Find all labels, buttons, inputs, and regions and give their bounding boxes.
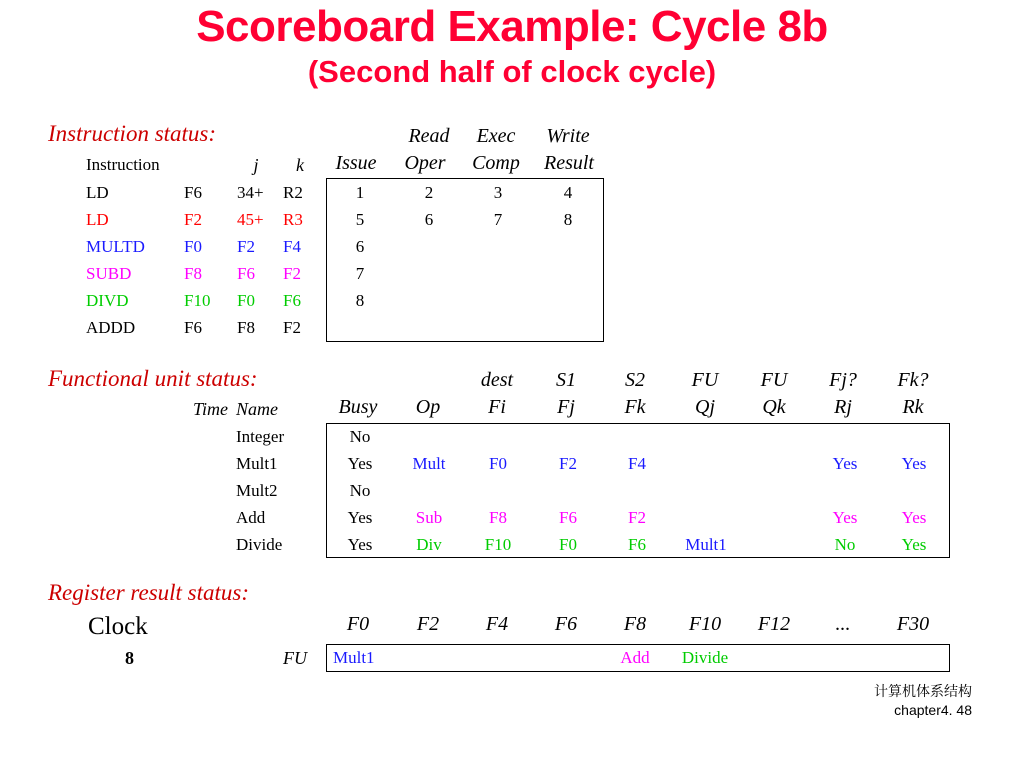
fu-header-time: Time (192, 399, 228, 419)
fu-row-name: Integer (236, 427, 285, 446)
inst-header-5: Comp (472, 152, 520, 174)
fu-row-rj: No (834, 535, 856, 554)
inst-row-write: 4 (563, 183, 573, 202)
fu-row-fk: F2 (628, 508, 646, 527)
inst-row-op: DIVD (86, 291, 129, 310)
fu-row-busy: No (349, 481, 371, 500)
inst-row-j: F8 (237, 318, 255, 337)
fu-row-fj: F2 (559, 454, 577, 473)
fu-row-fi: F0 (489, 454, 507, 473)
inst-row-k: F2 (283, 318, 301, 337)
inst-header-top-0: Read (408, 125, 450, 147)
inst-row-write: 8 (563, 210, 573, 229)
register-header-8: F30 (896, 613, 930, 635)
inst-row-issue: 6 (355, 237, 365, 256)
fu-row-busy: No (349, 427, 371, 446)
inst-header-k: k (296, 155, 304, 175)
inst-row-dest: F8 (184, 264, 202, 283)
fu-header-6: Fk (624, 396, 646, 418)
register-header-3: F6 (554, 613, 578, 635)
instruction-status-box (326, 178, 604, 342)
inst-row-dest: F10 (184, 291, 211, 310)
register-result-status-label: Register result status: (48, 580, 250, 605)
slide-title: Scoreboard Example: Cycle 8b (196, 2, 828, 51)
slide-subtitle: (Second half of clock cycle) (307, 54, 717, 89)
register-value-5: Divide (681, 648, 729, 667)
inst-header-instruction: Instruction (86, 155, 160, 174)
instruction-status-label: Instruction status: (48, 121, 217, 146)
fu-row-label: FU (283, 648, 307, 668)
fu-row-rk: Yes (901, 454, 927, 473)
fu-header-top-0: dest (480, 369, 514, 391)
fu-row-name: Divide (236, 535, 283, 554)
functional-unit-status-label: Functional unit status: (48, 366, 258, 391)
inst-row-issue: 8 (355, 291, 365, 310)
fu-header-top-4: FU (760, 369, 788, 391)
fu-row-fj: F0 (559, 535, 577, 554)
fu-row-fj: F6 (559, 508, 577, 527)
inst-row-j: 45+ (237, 210, 264, 229)
fu-row-rk: Yes (901, 508, 927, 527)
fu-header-9: Rj (834, 396, 852, 418)
fu-header-2: Busy (338, 396, 378, 418)
register-header-5: F10 (688, 613, 722, 635)
fu-row-rj: Yes (832, 454, 858, 473)
inst-header-j: j (253, 155, 259, 175)
inst-row-read: 6 (424, 210, 434, 229)
inst-header-4: Oper (404, 152, 446, 174)
inst-header-top-1: Exec (476, 125, 516, 147)
inst-row-k: F6 (283, 291, 301, 310)
fu-row-fi: F8 (489, 508, 507, 527)
fu-row-rj: Yes (832, 508, 858, 527)
inst-row-k: F2 (283, 264, 301, 283)
inst-row-dest: F0 (184, 237, 202, 256)
register-header-2: F4 (485, 613, 509, 635)
inst-row-j: 34+ (237, 183, 264, 202)
fu-row-qj: Mult1 (685, 535, 727, 554)
inst-row-read: 2 (424, 183, 434, 202)
inst-row-issue: 5 (355, 210, 365, 229)
inst-row-k: R3 (283, 210, 303, 229)
inst-row-op: ADDD (86, 318, 136, 337)
register-header-0: F0 (346, 613, 370, 635)
fu-header-8: Qk (762, 396, 786, 418)
fu-row-busy: Yes (347, 454, 373, 473)
inst-row-op: LD (86, 183, 109, 202)
fu-header-7: Qj (695, 396, 715, 418)
fu-row-op: Mult (412, 454, 446, 473)
fu-row-name: Mult2 (236, 481, 278, 500)
register-header-1: F2 (416, 613, 440, 635)
inst-row-issue: 7 (355, 264, 365, 283)
inst-row-k: F4 (283, 237, 301, 256)
fu-row-fk: F6 (628, 535, 646, 554)
clock-label: Clock (88, 613, 148, 640)
fu-row-fi: F10 (484, 535, 512, 554)
fu-row-busy: Yes (347, 535, 373, 554)
inst-row-k: R2 (283, 183, 303, 202)
fu-header-top-5: Fj? (829, 369, 857, 391)
inst-row-op: SUBD (86, 264, 132, 283)
register-value-4: Add (620, 648, 650, 667)
inst-header-6: Result (544, 152, 594, 174)
fu-header-name: Name (236, 399, 278, 419)
fu-header-top-6: Fk? (897, 369, 929, 391)
fu-header-10: Rk (902, 396, 924, 418)
register-header-7: ... (835, 613, 851, 635)
inst-row-exec: 3 (493, 183, 503, 202)
footer-page: chapter4. 48 (894, 702, 972, 718)
inst-row-op: MULTD (86, 237, 145, 256)
fu-row-name: Mult1 (236, 454, 278, 473)
fu-row-op: Sub (415, 508, 443, 527)
fu-header-top-3: FU (691, 369, 719, 391)
functional-unit-status-box (326, 423, 950, 558)
fu-row-rk: Yes (901, 535, 927, 554)
inst-header-3: Issue (335, 152, 377, 174)
inst-row-exec: 7 (493, 210, 503, 229)
register-result-box (326, 644, 950, 672)
register-header-4: F8 (623, 613, 647, 635)
fu-header-4: Fi (488, 396, 506, 418)
register-value-0: Mult1 (333, 648, 375, 667)
fu-header-3: Op (415, 396, 441, 418)
inst-row-j: F0 (237, 291, 255, 310)
inst-row-dest: F6 (184, 318, 202, 337)
inst-row-j: F2 (237, 237, 255, 256)
fu-row-fk: F4 (628, 454, 646, 473)
fu-header-5: Fj (557, 396, 575, 418)
inst-row-j: F6 (237, 264, 255, 283)
fu-header-top-2: S2 (625, 369, 645, 391)
inst-row-dest: F6 (184, 183, 202, 202)
inst-row-dest: F2 (184, 210, 202, 229)
register-header-6: F12 (757, 613, 791, 635)
fu-row-name: Add (236, 508, 266, 527)
fu-header-top-1: S1 (556, 369, 576, 391)
fu-row-op: Div (416, 535, 442, 554)
inst-row-issue: 1 (355, 183, 365, 202)
inst-row-op: LD (86, 210, 109, 229)
fu-row-busy: Yes (347, 508, 373, 527)
inst-header-top-2: Write (546, 125, 590, 147)
footer-course: 计算机体系结构 (874, 685, 972, 700)
clock-value: 8 (125, 648, 134, 668)
